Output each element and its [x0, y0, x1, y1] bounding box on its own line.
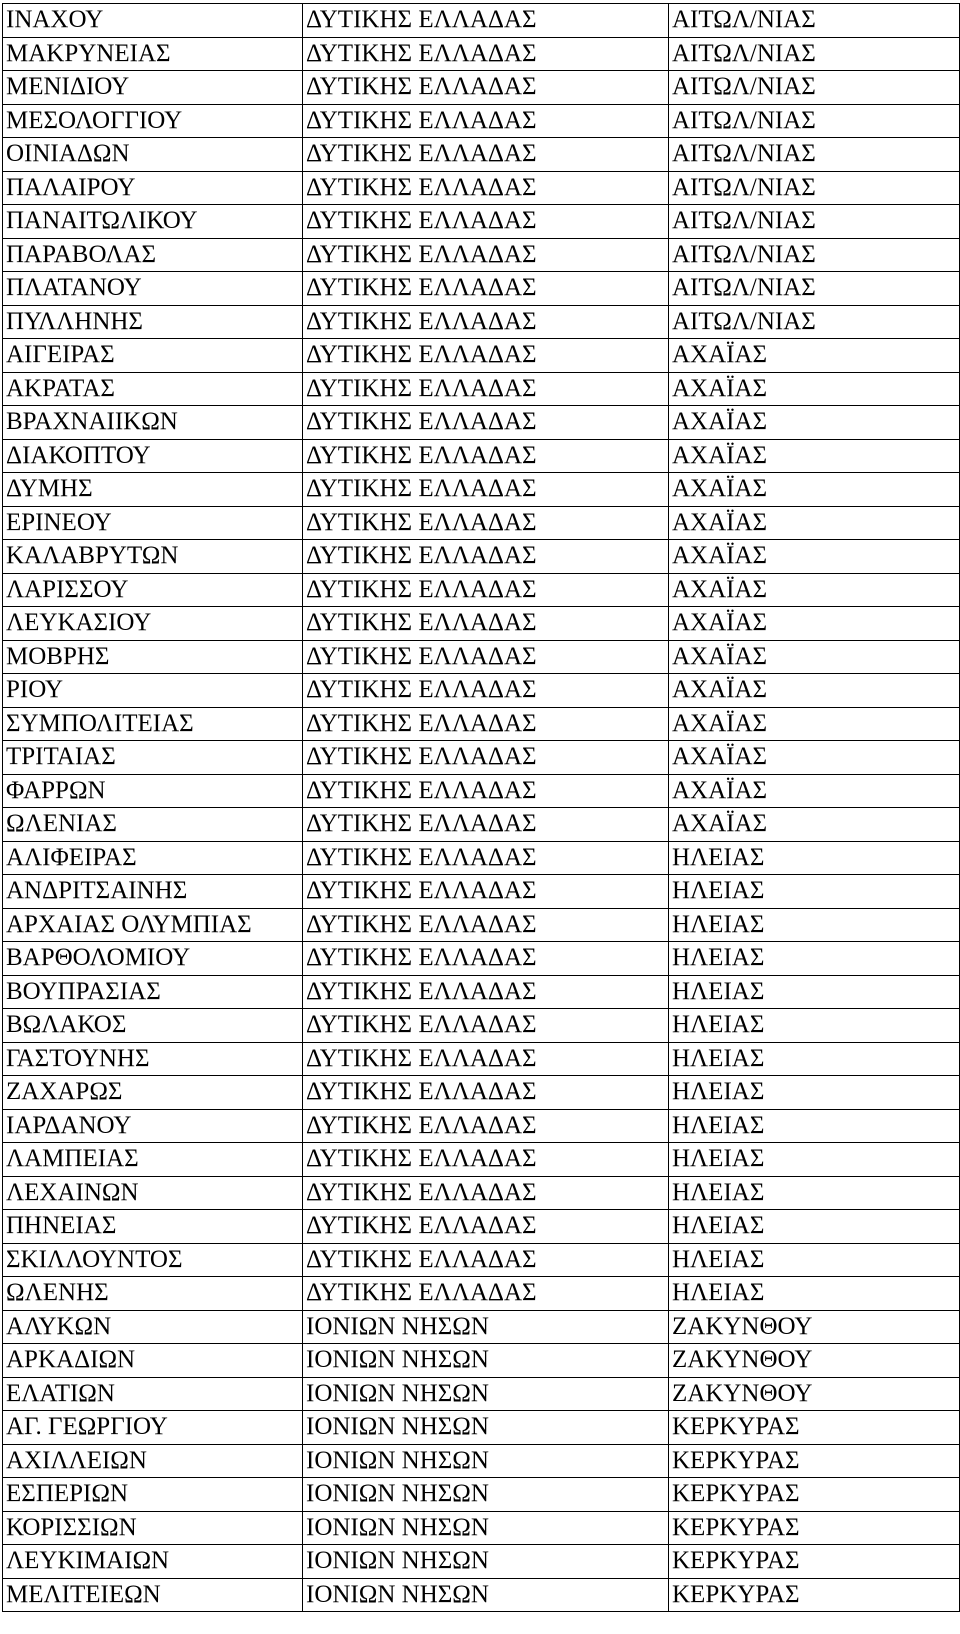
- region-cell: ΔΥΤΙΚΗΣ ΕΛΛΑΔΑΣ: [303, 1243, 669, 1277]
- prefecture-cell: ΚΕΡΚΥΡΑΣ: [669, 1578, 960, 1612]
- region-cell: ΔΥΤΙΚΗΣ ΕΛΛΑΔΑΣ: [303, 104, 669, 138]
- municipality-cell: ΙΑΡΔΑΝΟΥ: [3, 1109, 303, 1143]
- table-row: [3, 506, 960, 540]
- table-row: [3, 372, 960, 406]
- region-cell: ΔΥΤΙΚΗΣ ΕΛΛΑΔΑΣ: [303, 4, 669, 38]
- table-row: [3, 540, 960, 574]
- municipality-cell: ΛΕΥΚΑΣΙΟΥ: [3, 607, 303, 641]
- region-cell: ΔΥΤΙΚΗΣ ΕΛΛΑΔΑΣ: [303, 808, 669, 842]
- region-cell: ΔΥΤΙΚΗΣ ΕΛΛΑΔΑΣ: [303, 272, 669, 306]
- region-cell: ΔΥΤΙΚΗΣ ΕΛΛΑΔΑΣ: [303, 305, 669, 339]
- prefecture-cell: ΑΙΤΩΛ/ΝΙΑΣ: [669, 4, 960, 38]
- prefecture-cell: ΚΕΡΚΥΡΑΣ: [669, 1411, 960, 1445]
- table-row: [3, 640, 960, 674]
- table-row: [3, 774, 960, 808]
- table-row: [3, 1310, 960, 1344]
- table-row: [3, 272, 960, 306]
- table-row: [3, 1578, 960, 1612]
- prefecture-cell: ΖΑΚΥΝΘΟΥ: [669, 1310, 960, 1344]
- prefecture-cell: ΑΧΑΪΑΣ: [669, 573, 960, 607]
- region-cell: ΔΥΤΙΚΗΣ ΕΛΛΑΔΑΣ: [303, 841, 669, 875]
- municipality-cell: ΤΡΙΤΑΙΑΣ: [3, 741, 303, 775]
- municipality-cell: ΣΥΜΠΟΛΙΤΕΙΑΣ: [3, 707, 303, 741]
- region-cell: ΔΥΤΙΚΗΣ ΕΛΛΑΔΑΣ: [303, 37, 669, 71]
- municipality-cell: ΣΚΙΛΛΟΥΝΤΟΣ: [3, 1243, 303, 1277]
- municipality-cell: ΠΗΝΕΙΑΣ: [3, 1210, 303, 1244]
- prefecture-cell: ΑΧΑΪΑΣ: [669, 774, 960, 808]
- municipality-cell: ΑΝΔΡΙΤΣΑΙΝΗΣ: [3, 875, 303, 909]
- table-row: [3, 1109, 960, 1143]
- table-row: [3, 1243, 960, 1277]
- region-cell: ΔΥΤΙΚΗΣ ΕΛΛΑΔΑΣ: [303, 1210, 669, 1244]
- table-row: [3, 1176, 960, 1210]
- municipality-cell: ΠΑΡΑΒΟΛΑΣ: [3, 238, 303, 272]
- prefecture-cell: ΑΙΤΩΛ/ΝΙΑΣ: [669, 305, 960, 339]
- municipality-cell: ΜΕΝΙΔΙΟΥ: [3, 71, 303, 105]
- municipality-cell: ΕΛΑΤΙΩΝ: [3, 1377, 303, 1411]
- municipality-cell: ΩΛΕΝΙΑΣ: [3, 808, 303, 842]
- table-body: [3, 4, 960, 1612]
- prefecture-cell: ΗΛΕΙΑΣ: [669, 1042, 960, 1076]
- prefecture-cell: ΗΛΕΙΑΣ: [669, 1176, 960, 1210]
- region-cell: ΔΥΤΙΚΗΣ ΕΛΛΑΔΑΣ: [303, 238, 669, 272]
- municipality-cell: ΟΙΝΙΑΔΩΝ: [3, 138, 303, 172]
- region-cell: ΔΥΤΙΚΗΣ ΕΛΛΑΔΑΣ: [303, 1176, 669, 1210]
- prefecture-cell: ΑΧΑΪΑΣ: [669, 439, 960, 473]
- municipality-cell: ΛΕΧΑΙΝΩΝ: [3, 1176, 303, 1210]
- region-cell: ΙΟΝΙΩΝ ΝΗΣΩΝ: [303, 1478, 669, 1512]
- municipality-cell: ΜΟΒΡΗΣ: [3, 640, 303, 674]
- municipality-cell: ΒΡΑΧΝΑΙΙΚΩΝ: [3, 406, 303, 440]
- prefecture-cell: ΗΛΕΙΑΣ: [669, 1076, 960, 1110]
- prefecture-cell: ΑΧΑΪΑΣ: [669, 640, 960, 674]
- municipality-cell: ΠΛΑΤΑΝΟΥ: [3, 272, 303, 306]
- table-row: [3, 1042, 960, 1076]
- region-cell: ΙΟΝΙΩΝ ΝΗΣΩΝ: [303, 1578, 669, 1612]
- municipality-cell: ΖΑΧΑΡΩΣ: [3, 1076, 303, 1110]
- prefecture-cell: ΗΛΕΙΑΣ: [669, 1009, 960, 1043]
- prefecture-cell: ΖΑΚΥΝΘΟΥ: [669, 1377, 960, 1411]
- region-cell: ΔΥΤΙΚΗΣ ΕΛΛΑΔΑΣ: [303, 473, 669, 507]
- region-cell: ΔΥΤΙΚΗΣ ΕΛΛΑΔΑΣ: [303, 640, 669, 674]
- municipality-cell: ΙΝΑΧΟΥ: [3, 4, 303, 38]
- table-row: [3, 1277, 960, 1311]
- region-cell: ΙΟΝΙΩΝ ΝΗΣΩΝ: [303, 1511, 669, 1545]
- table-row: [3, 473, 960, 507]
- prefecture-cell: ΑΧΑΪΑΣ: [669, 674, 960, 708]
- municipality-cell: ΑΡΧΑΙΑΣ ΟΛΥΜΠΙΑΣ: [3, 908, 303, 942]
- table-row: [3, 37, 960, 71]
- municipality-cell: ΦΑΡΡΩΝ: [3, 774, 303, 808]
- municipality-cell: ΜΑΚΡΥΝΕΙΑΣ: [3, 37, 303, 71]
- municipality-cell: ΑΚΡΑΤΑΣ: [3, 372, 303, 406]
- prefecture-cell: ΑΧΑΪΑΣ: [669, 741, 960, 775]
- prefecture-cell: ΑΧΑΪΑΣ: [669, 540, 960, 574]
- region-cell: ΙΟΝΙΩΝ ΝΗΣΩΝ: [303, 1444, 669, 1478]
- prefecture-cell: ΖΑΚΥΝΘΟΥ: [669, 1344, 960, 1378]
- table-row: [3, 406, 960, 440]
- prefecture-cell: ΚΕΡΚΥΡΑΣ: [669, 1444, 960, 1478]
- region-cell: ΔΥΤΙΚΗΣ ΕΛΛΑΔΑΣ: [303, 741, 669, 775]
- region-cell: ΔΥΤΙΚΗΣ ΕΛΛΑΔΑΣ: [303, 908, 669, 942]
- municipality-cell: ΛΕΥΚΙΜΑΙΩΝ: [3, 1545, 303, 1579]
- table-row: [3, 1076, 960, 1110]
- table-row: [3, 975, 960, 1009]
- prefecture-cell: ΚΕΡΚΥΡΑΣ: [669, 1511, 960, 1545]
- region-cell: ΔΥΤΙΚΗΣ ΕΛΛΑΔΑΣ: [303, 1109, 669, 1143]
- region-cell: ΔΥΤΙΚΗΣ ΕΛΛΑΔΑΣ: [303, 1076, 669, 1110]
- region-cell: ΙΟΝΙΩΝ ΝΗΣΩΝ: [303, 1310, 669, 1344]
- prefecture-cell: ΑΧΑΪΑΣ: [669, 473, 960, 507]
- table-row: [3, 1511, 960, 1545]
- prefecture-cell: ΗΛΕΙΑΣ: [669, 908, 960, 942]
- municipality-cell: ΜΕΛΙΤΕΙΕΩΝ: [3, 1578, 303, 1612]
- region-cell: ΔΥΤΙΚΗΣ ΕΛΛΑΔΑΣ: [303, 540, 669, 574]
- table-row: [3, 205, 960, 239]
- prefecture-cell: ΑΧΑΪΑΣ: [669, 808, 960, 842]
- table-row: [3, 1411, 960, 1445]
- region-cell: ΔΥΤΙΚΗΣ ΕΛΛΑΔΑΣ: [303, 71, 669, 105]
- region-cell: ΔΥΤΙΚΗΣ ΕΛΛΑΔΑΣ: [303, 975, 669, 1009]
- prefecture-cell: ΑΧΑΪΑΣ: [669, 707, 960, 741]
- region-cell: ΔΥΤΙΚΗΣ ΕΛΛΑΔΑΣ: [303, 674, 669, 708]
- table-row: [3, 674, 960, 708]
- region-cell: ΔΥΤΙΚΗΣ ΕΛΛΑΔΑΣ: [303, 1143, 669, 1177]
- table-row: [3, 339, 960, 373]
- region-cell: ΙΟΝΙΩΝ ΝΗΣΩΝ: [303, 1411, 669, 1445]
- municipality-cell: ΕΡΙΝΕΟΥ: [3, 506, 303, 540]
- prefecture-cell: ΗΛΕΙΑΣ: [669, 1243, 960, 1277]
- table-row: [3, 71, 960, 105]
- prefecture-cell: ΑΙΤΩΛ/ΝΙΑΣ: [669, 205, 960, 239]
- table-row: [3, 607, 960, 641]
- municipality-cell: ΠΑΛΑΙΡΟΥ: [3, 171, 303, 205]
- prefecture-cell: ΗΛΕΙΑΣ: [669, 942, 960, 976]
- municipality-cell: ΛΑΡΙΣΣΟΥ: [3, 573, 303, 607]
- table-row: [3, 841, 960, 875]
- region-cell: ΙΟΝΙΩΝ ΝΗΣΩΝ: [303, 1377, 669, 1411]
- municipalities-table: [2, 3, 960, 1612]
- prefecture-cell: ΑΧΑΪΑΣ: [669, 339, 960, 373]
- table-row: [3, 1545, 960, 1579]
- region-cell: ΔΥΤΙΚΗΣ ΕΛΛΑΔΑΣ: [303, 372, 669, 406]
- municipality-cell: ΑΡΚΑΔΙΩΝ: [3, 1344, 303, 1378]
- table-row: [3, 305, 960, 339]
- municipality-cell: ΒΩΛΑΚΟΣ: [3, 1009, 303, 1043]
- region-cell: ΔΥΤΙΚΗΣ ΕΛΛΑΔΑΣ: [303, 339, 669, 373]
- table-row: [3, 1009, 960, 1043]
- region-cell: ΔΥΤΙΚΗΣ ΕΛΛΑΔΑΣ: [303, 707, 669, 741]
- table-row: [3, 1478, 960, 1512]
- prefecture-cell: ΑΧΑΪΑΣ: [669, 372, 960, 406]
- municipality-cell: ΓΑΣΤΟΥΝΗΣ: [3, 1042, 303, 1076]
- prefecture-cell: ΑΙΤΩΛ/ΝΙΑΣ: [669, 71, 960, 105]
- table-row: [3, 908, 960, 942]
- prefecture-cell: ΑΙΤΩΛ/ΝΙΑΣ: [669, 171, 960, 205]
- prefecture-cell: ΑΙΤΩΛ/ΝΙΑΣ: [669, 104, 960, 138]
- table-row: [3, 573, 960, 607]
- prefecture-cell: ΚΕΡΚΥΡΑΣ: [669, 1545, 960, 1579]
- municipality-cell: ΒΟΥΠΡΑΣΙΑΣ: [3, 975, 303, 1009]
- table-row: [3, 1143, 960, 1177]
- region-cell: ΔΥΤΙΚΗΣ ΕΛΛΑΔΑΣ: [303, 1277, 669, 1311]
- table-row: [3, 1444, 960, 1478]
- table-row: [3, 808, 960, 842]
- region-cell: ΔΥΤΙΚΗΣ ΕΛΛΑΔΑΣ: [303, 171, 669, 205]
- region-cell: ΔΥΤΙΚΗΣ ΕΛΛΑΔΑΣ: [303, 942, 669, 976]
- municipality-cell: ΠΑΝΑΙΤΩΛΙΚΟΥ: [3, 205, 303, 239]
- prefecture-cell: ΗΛΕΙΑΣ: [669, 841, 960, 875]
- region-cell: ΔΥΤΙΚΗΣ ΕΛΛΑΔΑΣ: [303, 607, 669, 641]
- region-cell: ΔΥΤΙΚΗΣ ΕΛΛΑΔΑΣ: [303, 138, 669, 172]
- region-cell: ΔΥΤΙΚΗΣ ΕΛΛΑΔΑΣ: [303, 875, 669, 909]
- municipality-cell: ΑΓ. ΓΕΩΡΓΙΟΥ: [3, 1411, 303, 1445]
- municipality-cell: ΔΙΑΚΟΠΤΟΥ: [3, 439, 303, 473]
- region-cell: ΔΥΤΙΚΗΣ ΕΛΛΑΔΑΣ: [303, 573, 669, 607]
- prefecture-cell: ΗΛΕΙΑΣ: [669, 1109, 960, 1143]
- municipality-cell: ΑΙΓΕΙΡΑΣ: [3, 339, 303, 373]
- region-cell: ΙΟΝΙΩΝ ΝΗΣΩΝ: [303, 1545, 669, 1579]
- prefecture-cell: ΗΛΕΙΑΣ: [669, 975, 960, 1009]
- prefecture-cell: ΗΛΕΙΑΣ: [669, 1210, 960, 1244]
- region-cell: ΙΟΝΙΩΝ ΝΗΣΩΝ: [303, 1344, 669, 1378]
- municipality-cell: ΡΙΟΥ: [3, 674, 303, 708]
- region-cell: ΔΥΤΙΚΗΣ ΕΛΛΑΔΑΣ: [303, 774, 669, 808]
- municipality-cell: ΜΕΣΟΛΟΓΓΙΟΥ: [3, 104, 303, 138]
- table-row: [3, 439, 960, 473]
- prefecture-cell: ΗΛΕΙΑΣ: [669, 1277, 960, 1311]
- table-row: [3, 4, 960, 38]
- table-row: [3, 171, 960, 205]
- prefecture-cell: ΑΧΑΪΑΣ: [669, 506, 960, 540]
- table-row: [3, 875, 960, 909]
- table-row: [3, 707, 960, 741]
- municipality-cell: ΑΧΙΛΛΕΙΩΝ: [3, 1444, 303, 1478]
- region-cell: ΔΥΤΙΚΗΣ ΕΛΛΑΔΑΣ: [303, 205, 669, 239]
- table-row: [3, 1210, 960, 1244]
- municipality-cell: ΚΟΡΙΣΣΙΩΝ: [3, 1511, 303, 1545]
- prefecture-cell: ΗΛΕΙΑΣ: [669, 1143, 960, 1177]
- region-cell: ΔΥΤΙΚΗΣ ΕΛΛΑΔΑΣ: [303, 1009, 669, 1043]
- municipality-cell: ΑΛΥΚΩΝ: [3, 1310, 303, 1344]
- municipality-cell: ΚΑΛΑΒΡΥΤΩΝ: [3, 540, 303, 574]
- municipality-cell: ΑΛΙΦΕΙΡΑΣ: [3, 841, 303, 875]
- prefecture-cell: ΚΕΡΚΥΡΑΣ: [669, 1478, 960, 1512]
- municipality-cell: ΩΛΕΝΗΣ: [3, 1277, 303, 1311]
- municipality-cell: ΛΑΜΠΕΙΑΣ: [3, 1143, 303, 1177]
- table-row: [3, 238, 960, 272]
- prefecture-cell: ΑΧΑΪΑΣ: [669, 607, 960, 641]
- region-cell: ΔΥΤΙΚΗΣ ΕΛΛΑΔΑΣ: [303, 506, 669, 540]
- prefecture-cell: ΗΛΕΙΑΣ: [669, 875, 960, 909]
- prefecture-cell: ΑΧΑΪΑΣ: [669, 406, 960, 440]
- municipality-cell: ΕΣΠΕΡΙΩΝ: [3, 1478, 303, 1512]
- prefecture-cell: ΑΙΤΩΛ/ΝΙΑΣ: [669, 138, 960, 172]
- municipality-cell: ΒΑΡΘΟΛΟΜΙΟΥ: [3, 942, 303, 976]
- municipality-cell: ΠΥΛΛΗΝΗΣ: [3, 305, 303, 339]
- prefecture-cell: ΑΙΤΩΛ/ΝΙΑΣ: [669, 37, 960, 71]
- region-cell: ΔΥΤΙΚΗΣ ΕΛΛΑΔΑΣ: [303, 439, 669, 473]
- region-cell: ΔΥΤΙΚΗΣ ΕΛΛΑΔΑΣ: [303, 1042, 669, 1076]
- table-row: [3, 1377, 960, 1411]
- table-row: [3, 138, 960, 172]
- prefecture-cell: ΑΙΤΩΛ/ΝΙΑΣ: [669, 272, 960, 306]
- municipality-cell: ΔΥΜΗΣ: [3, 473, 303, 507]
- region-cell: ΔΥΤΙΚΗΣ ΕΛΛΑΔΑΣ: [303, 406, 669, 440]
- table-row: [3, 741, 960, 775]
- table-row: [3, 1344, 960, 1378]
- prefecture-cell: ΑΙΤΩΛ/ΝΙΑΣ: [669, 238, 960, 272]
- table-row: [3, 942, 960, 976]
- table-row: [3, 104, 960, 138]
